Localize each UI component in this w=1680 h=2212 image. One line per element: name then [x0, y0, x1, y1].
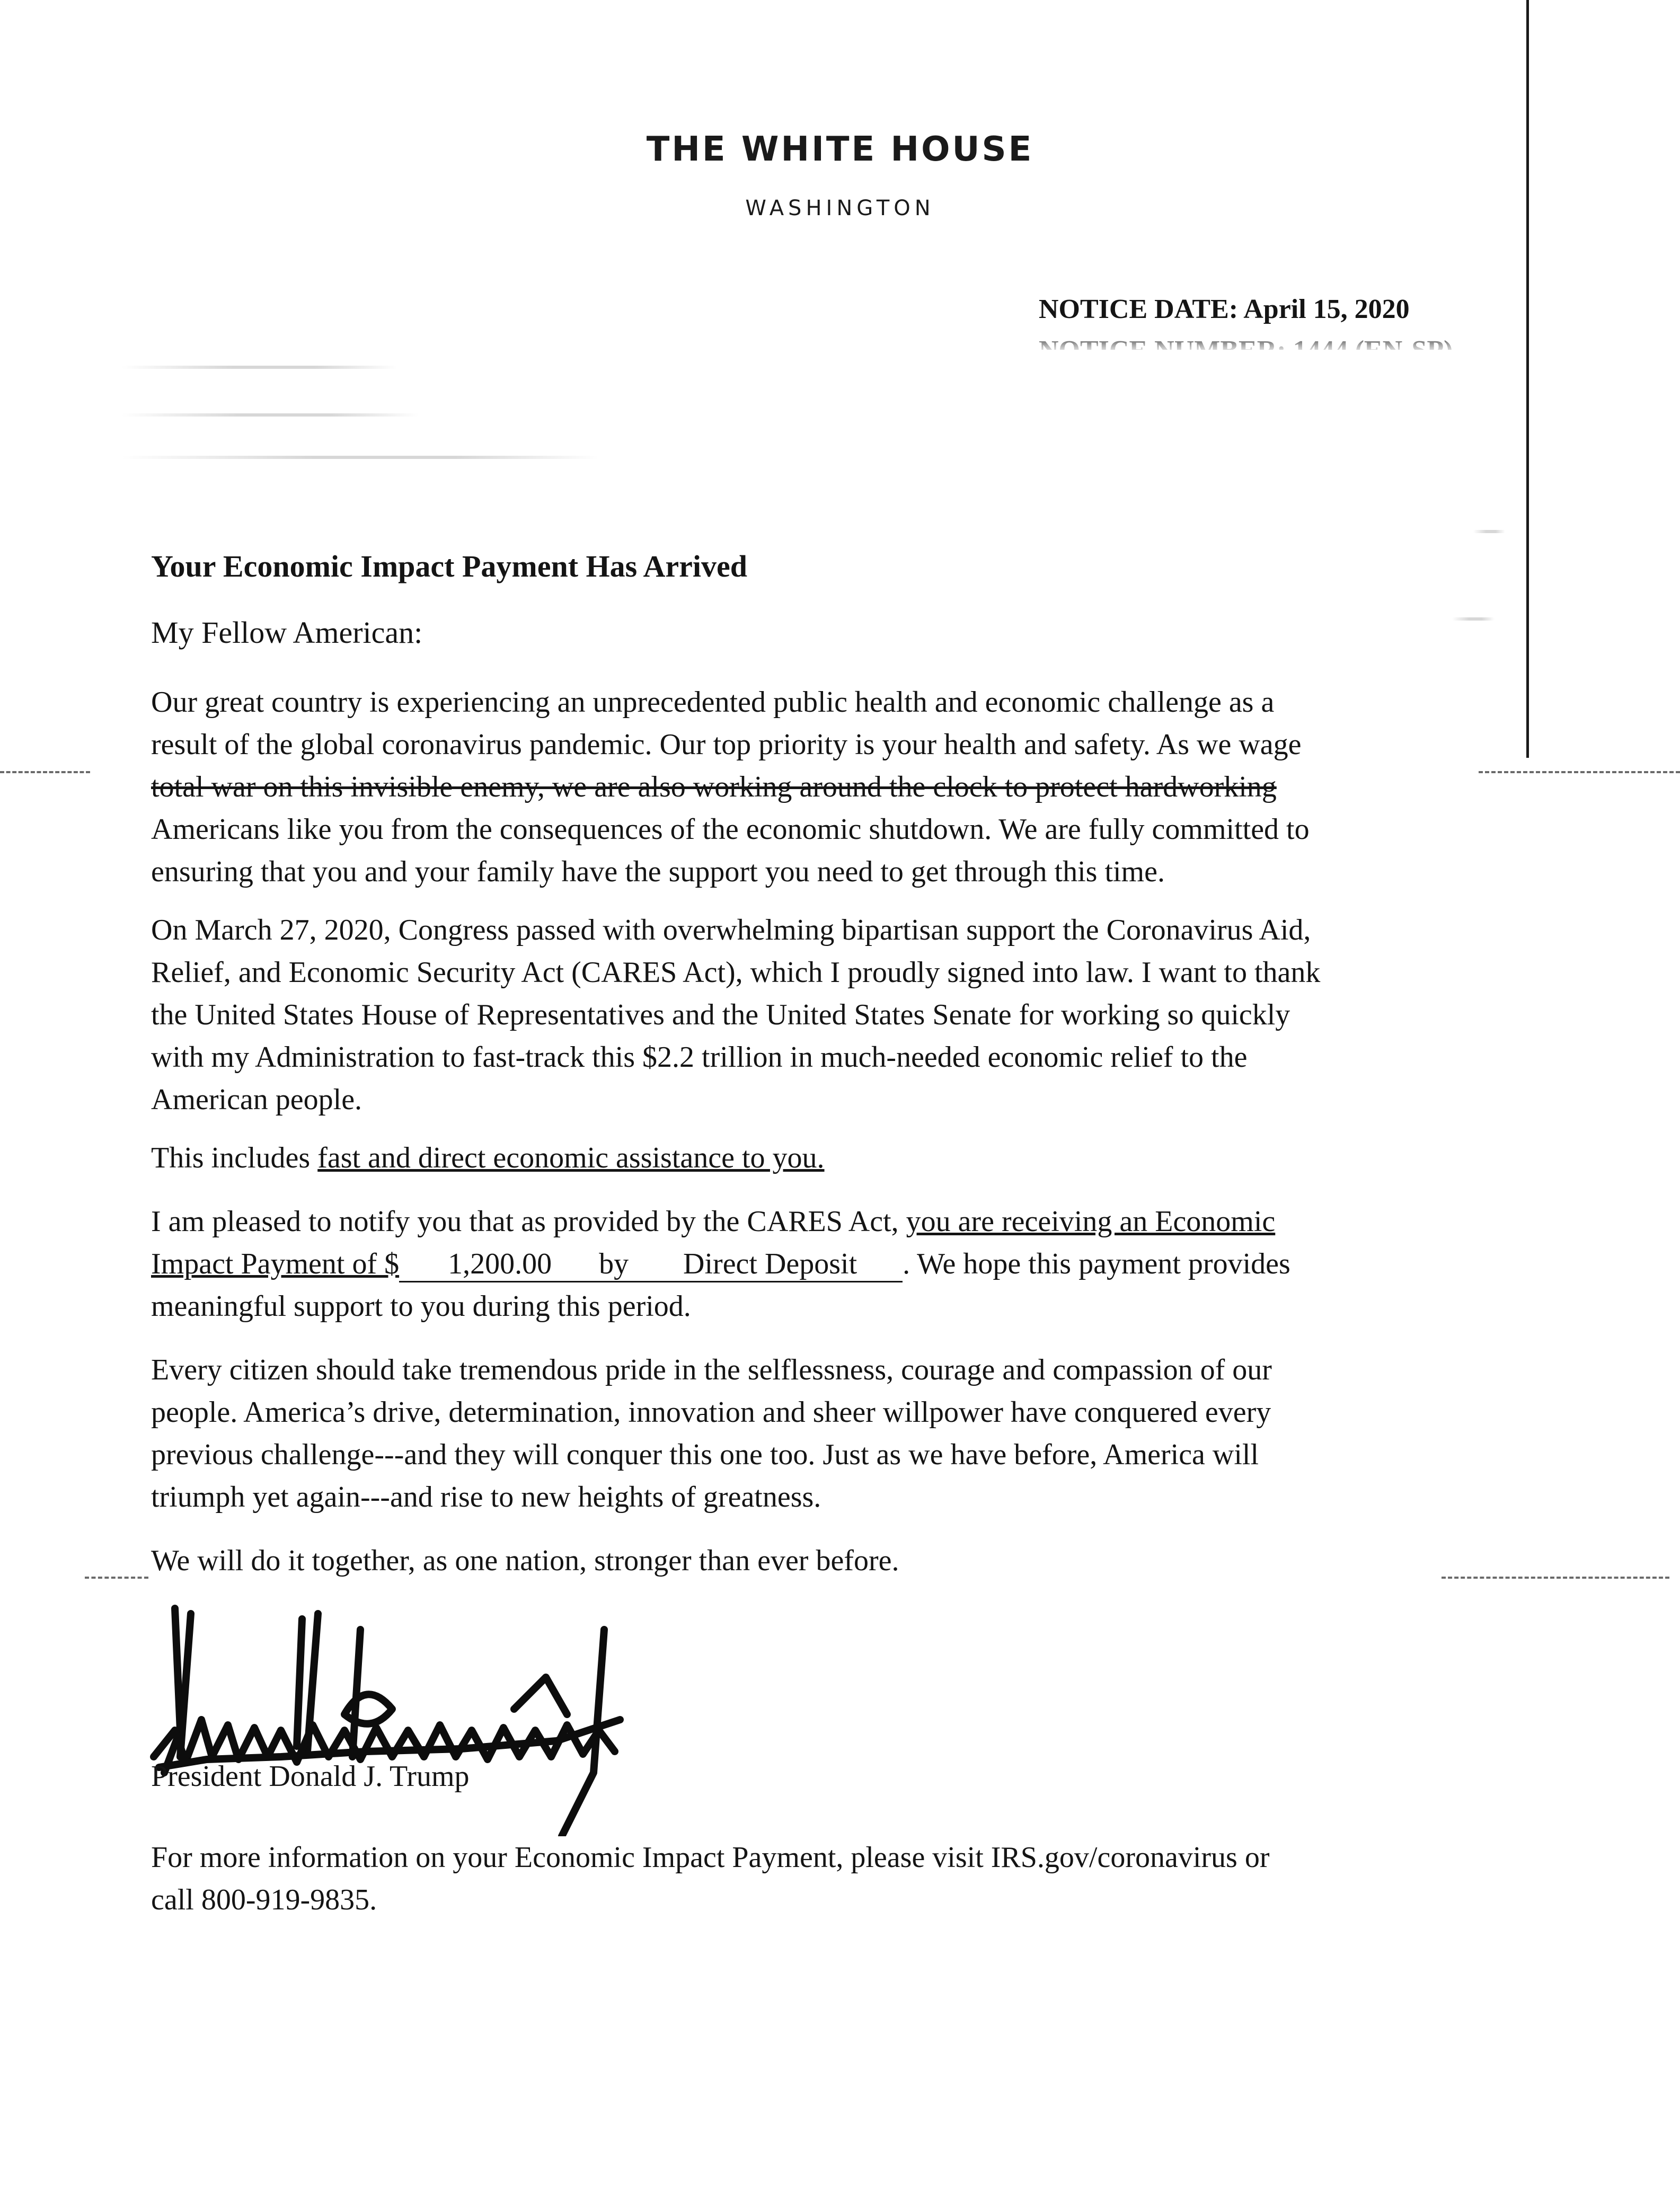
fold-line-left-1: [0, 771, 90, 773]
payment-amount-value: 1,200.00: [448, 1247, 552, 1280]
p3-lead: This includes: [151, 1142, 318, 1174]
p2-line-5: American people.: [151, 1083, 362, 1116]
closing-line: [151, 1539, 1540, 1582]
p1-line-3: total war on this invisible enemy, we are also working around the clock to protect hardworking: [151, 771, 1277, 803]
footer-info: [151, 1836, 1540, 1921]
notice-date-line: [1039, 289, 1453, 330]
redaction-smudge: [1452, 617, 1495, 621]
p5-line-4: triumph yet again---and rise to new heights of greatness.: [151, 1481, 821, 1514]
p2-line-3: the United States House of Representatives and the United States Senate for working so quickly: [151, 998, 1290, 1031]
payment-by-text: by: [599, 1247, 629, 1280]
p1-line-1: Our great country is experiencing an unprecedented public health and economic challenge as a: [151, 686, 1275, 719]
p2-line-4: with my Administration to fast-track this $2.2 trillion in much-needed economic relief to the: [151, 1041, 1248, 1074]
p3-underlined: fast and direct economic assistance to you.: [317, 1142, 825, 1174]
redaction-smudge: [122, 456, 599, 459]
paragraph-5: [151, 1349, 1540, 1518]
scan-edge-line: [1526, 0, 1529, 758]
p5-line-2: people. America’s drive, determination, innovation and sheer willpower have conquered every: [151, 1396, 1271, 1429]
closing-text: We will do it together, as one nation, stronger than ever before.: [151, 1544, 899, 1577]
signature-image: [143, 1598, 652, 1836]
fold-line-left-2: [85, 1577, 148, 1579]
p1-line-4: Americans like you from the consequences of the economic shutdown. We are fully committed to: [151, 813, 1310, 846]
footer-line-2: call 800-919-9835.: [151, 1883, 377, 1916]
p2-line-1: On March 27, 2020, Congress passed with overwhelming bipartisan support the Coronavirus Aid,: [151, 914, 1311, 946]
p4-underlined-2: Impact Payment of $: [151, 1247, 400, 1280]
paragraph-1: [151, 681, 1540, 893]
redacted-barcode-area: [901, 350, 1500, 668]
payment-by: [590, 1247, 638, 1282]
p1-line-5: ensuring that you and your family have the support you need to get through this time.: [151, 855, 1165, 888]
notice-date-value: April 15, 2020: [1243, 294, 1410, 324]
p4-after: . We hope this payment provides: [903, 1247, 1290, 1280]
p4-underlined-1: you are receiving an Economic: [906, 1205, 1276, 1238]
redaction-smudge: [122, 366, 397, 369]
footer-line-1: For more information on your Economic Impact Payment, please visit IRS.gov/coronavirus or: [151, 1841, 1270, 1874]
paragraph-3: [151, 1137, 1540, 1179]
signer-name: President Donald J. Trump: [151, 1760, 470, 1793]
notice-date-label: NOTICE DATE:: [1039, 294, 1239, 324]
redaction-smudge: [122, 413, 419, 417]
redaction-smudge: [1473, 530, 1505, 533]
payment-method-value: Direct Deposit: [683, 1247, 857, 1280]
p2-line-2: Relief, and Economic Security Act (CARES Act), which I proudly signed into law. I want to thank: [151, 956, 1321, 989]
payment-amount: [399, 1247, 590, 1282]
letterhead-title: THE WHITE HOUSE: [646, 130, 1034, 169]
paragraph-4: [151, 1200, 1540, 1328]
p4-line-3: meaningful support to you during this period.: [151, 1290, 691, 1323]
letterhead-subtitle: WASHINGTON: [745, 196, 935, 220]
letter-salutation: My Fellow American:: [151, 615, 423, 650]
p5-line-3: previous challenge---and they will conquer this one too. Just as we have before, America will: [151, 1438, 1259, 1471]
p4-lead: I am pleased to notify you that as provided by the CARES Act,: [151, 1205, 906, 1238]
p5-line-1: Every citizen should take tremendous pride in the selflessness, courage and compassion of our: [151, 1353, 1272, 1386]
payment-method: [638, 1247, 903, 1282]
letter-subject: Your Economic Impact Payment Has Arrived: [151, 549, 747, 583]
paragraph-2: [151, 909, 1540, 1121]
p1-line-2: result of the global coronavirus pandemic. Our top priority is your health and safety. As we wage: [151, 728, 1302, 761]
